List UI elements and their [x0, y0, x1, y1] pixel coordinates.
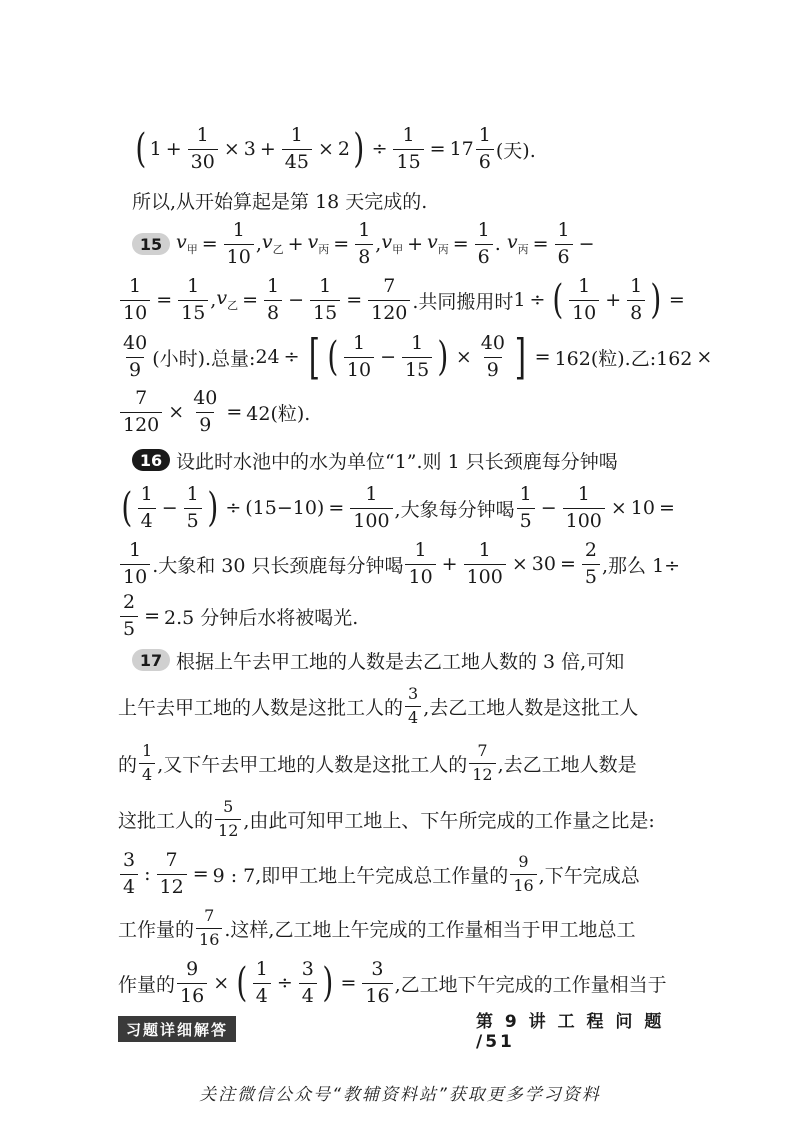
fraction: $\frac{1}{8}$	[264, 276, 282, 325]
fraction: $\frac{3}{4}$	[120, 850, 138, 899]
fraction: $\frac{1}{10}$	[120, 276, 150, 325]
fraction: $\frac{3}{16}$	[362, 959, 392, 1008]
p17-line-5: $\frac{3}{4}$ : $\frac{7}{12}$ = 9 : 7,即甲工地上午完成总工作量的 $\frac{9}{16}$ ,下午完成总	[118, 846, 684, 902]
fraction: $\frac{1}{10}$	[224, 220, 254, 269]
conclusion-line: 所以,从开始算起是第 18 天完成的.	[132, 190, 428, 213]
p15-line-1: 15 $v_甲$ = $\frac{1}{10}$ , $v_乙$ + $v_丙$ = $\frac{1}{8}$ , $v_甲$ + $v_丙$ = $\frac{1}{6}$ . $v_丙$ = $\frac{1}{6}$ −	[132, 216, 698, 272]
fraction: $\frac{40}{9}$	[480, 331, 505, 381]
p15-line-3: $\frac{40}{9}$ (小时).总量: 24 ÷ [ ( $\frac{1}{10}$ − $\frac{1}{15}$ ) × $\frac{40}{9}$ ] = 162(粒).乙:162 ×	[118, 329, 684, 385]
fraction: $\frac{7}{120}$	[120, 388, 162, 437]
fraction: $\frac{1}{10}$	[344, 333, 374, 382]
p17-line-7: 作量的 $\frac{9}{16}$ × ( $\frac{1}{4}$ ÷ $\frac{3}{4}$ ) = $\frac{3}{16}$ ,乙工地下午完成的工作量相当于	[118, 957, 667, 1007]
fraction: $\frac{7}{12}$	[157, 850, 187, 899]
fraction: $\frac{7}{12}$	[469, 742, 495, 784]
fraction: $\frac{40}{9}$	[123, 331, 148, 381]
velocity-jia: $v_甲$	[176, 231, 198, 256]
p15-line-2: $\frac{1}{10}$ = $\frac{1}{15}$ , $v_乙$ = $\frac{1}{8}$ − $\frac{1}{15}$ = $\frac{7}{120}$ .共同搬用时 1 ÷ ( $\frac{1}{10}$ + $\frac{1}{8}$ ) =	[118, 272, 684, 328]
fraction: $\frac{7}{16}$	[196, 907, 222, 949]
fraction: $\frac{1}{6}$	[476, 125, 494, 174]
p16-line-3: $\frac{1}{10}$ .大象和 30 只长颈鹿每分钟喝 $\frac{1}{10}$ + $\frac{1}{100}$ × 30 = $\frac{2}{5}$ ,那么 1÷	[118, 536, 684, 592]
section-label: 习题详细解答	[118, 1016, 236, 1042]
fraction: $\frac{1}{100}$	[350, 484, 392, 533]
p17-line-6: 工作量的 $\frac{7}{16}$ .这样,乙工地上午完成的工作量相当于甲工地总工	[118, 906, 636, 949]
fraction: $\frac{1}{8}$	[355, 220, 373, 269]
p16-line-2: ( $\frac{1}{4}$ − $\frac{1}{5}$ ) ÷ (15−10) = $\frac{1}{100}$ ,大象每分钟喝 $\frac{1}{5}$ − $\frac{1}{100}$ × 10 =	[121, 482, 675, 532]
fraction: $\frac{1}{15}$	[393, 125, 423, 174]
p16-line-1: 16 设此时水池中的水为单位“1”.则 1 只长颈鹿每分钟喝	[132, 432, 698, 488]
fraction: $\frac{1}{5}$	[517, 484, 535, 533]
fraction: $\frac{3}{4}$	[405, 685, 421, 727]
problem-badge-15: 15	[132, 233, 170, 255]
fraction: $\frac{1}{4}$	[139, 742, 155, 784]
promo-note: 关注微信公众号“教辅资料站”获取更多学习资料	[199, 1085, 601, 1105]
fraction: $\frac{9}{16}$	[177, 959, 207, 1008]
fraction: $\frac{1}{4}$	[138, 484, 156, 533]
problem-badge-17: 17	[132, 649, 170, 671]
fraction: $\frac{1}{5}$	[184, 484, 202, 533]
fraction: $\frac{1}{6}$	[475, 220, 493, 269]
fraction: $\frac{1}{10}$	[569, 276, 599, 325]
fraction: $\frac{1}{10}$	[405, 540, 435, 589]
equation-top: ( 1 + $\frac{1}{30}$ × 3 + $\frac{1}{45}$ × 2 ) ÷ $\frac{1}{15}$ = 17 $\frac{1}{6}$ (天).	[135, 123, 536, 173]
fraction: $\frac{1}{30}$	[188, 125, 218, 174]
p17-line-2: 上午去甲工地的人数是这批工人的 $\frac{3}{4}$ ,去乙工地人数是这批工人	[118, 684, 639, 727]
fraction: $\frac{9}{16}$	[510, 853, 536, 895]
p17-line-4: 这批工人的 $\frac{5}{12}$ ,由此可知甲工地上、下午所完成的工作量之比是:	[118, 797, 655, 840]
fraction: $\frac{1}{45}$	[282, 125, 312, 174]
chapter-page-label: 第 9 讲 工 程 问 题 /51	[476, 1011, 665, 1052]
p15-line-4: $\frac{7}{120}$ × $\frac{40}{9}$ = 42(粒).	[118, 384, 684, 440]
problem-badge-16: 16	[132, 449, 170, 471]
fraction: $\frac{1}{100}$	[464, 540, 506, 589]
p16-line-4: $\frac{2}{5}$ = 2.5 分钟后水将被喝光.	[118, 588, 684, 644]
fraction: $\frac{7}{120}$	[368, 276, 410, 325]
fraction: $\frac{1}{15}$	[310, 276, 340, 325]
fraction: $\frac{1}{6}$	[555, 220, 573, 269]
fraction: $\frac{2}{5}$	[120, 592, 138, 641]
fraction: $\frac{1}{4}$	[253, 959, 271, 1008]
fraction: $\frac{1}{15}$	[178, 276, 208, 325]
fraction: $\frac{5}{12}$	[215, 798, 241, 840]
fraction: $\frac{2}{5}$	[582, 540, 600, 589]
p17-line-1: 17 根据上午去甲工地的人数是去乙工地人数的 3 倍,可知	[132, 632, 698, 688]
fraction: $\frac{1}{100}$	[563, 484, 605, 533]
fraction: $\frac{1}{10}$	[120, 540, 150, 589]
fraction: $\frac{3}{4}$	[299, 959, 317, 1008]
eq-term: 1	[149, 138, 162, 160]
fraction: $\frac{1}{8}$	[627, 276, 645, 325]
fraction: $\frac{1}{15}$	[402, 333, 432, 382]
p17-line-3: 的 $\frac{1}{4}$ ,又下午去甲工地的人数是这批工人的 $\frac{7}{12}$ ,去乙工地人数是	[118, 741, 637, 784]
fraction: $\frac{40}{9}$	[193, 386, 218, 436]
